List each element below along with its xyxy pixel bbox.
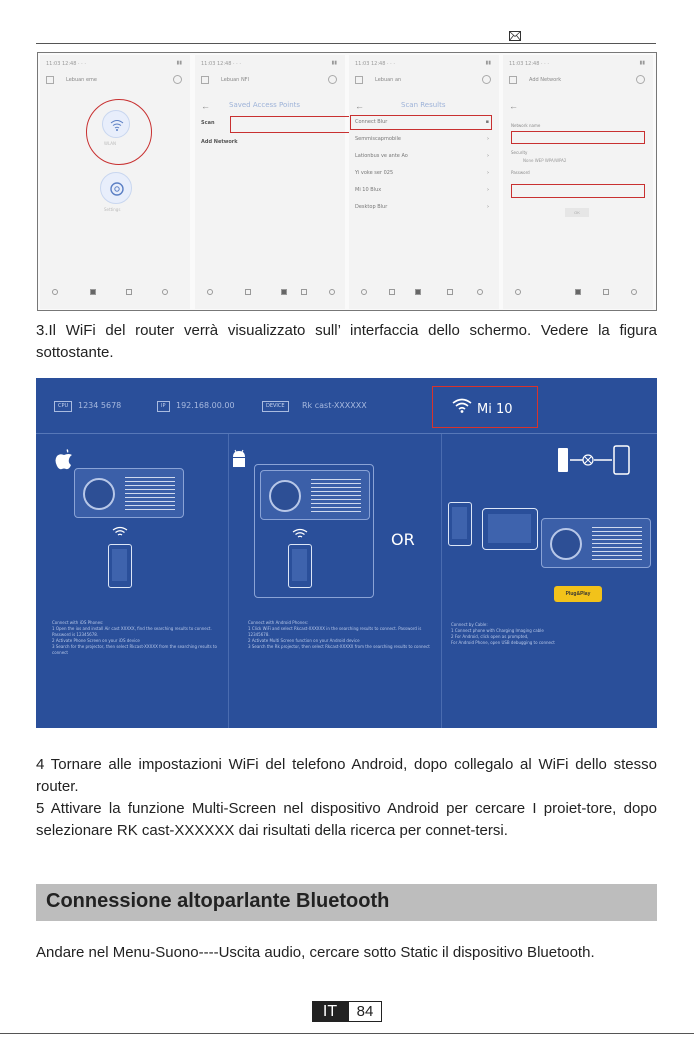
bottom-rule [0,1033,694,1034]
section-title: Connessione altoparlante Bluetooth [46,890,390,912]
value-device: Rk cast-XXXXXX [302,401,367,410]
signal-icon: ▮▮ [176,60,182,66]
app-bar [355,75,493,89]
or-label: OR [391,530,415,549]
list-item-scan[interactable]: Scan [201,120,215,126]
home-icon[interactable] [46,76,54,84]
settings-caption: Settings [104,207,121,212]
plug-and-play-badge: Plug&Play [554,586,602,602]
network-name-field[interactable] [511,131,645,144]
nav-bar [195,287,345,299]
nav-icon[interactable] [515,289,521,295]
top-rule [36,43,656,44]
settings-button[interactable] [100,172,132,204]
nav-icon[interactable] [447,289,453,295]
phone-add-network [503,55,653,309]
list-item[interactable]: Semmiscapmobile › [355,136,489,142]
apple-icon [54,448,74,472]
paragraph-step-4: 4 Tornare alle impostazioni WiFi del telefono Android, dopo collegalo al WiFi dello stesso router. [36,756,657,795]
nav-bar [40,287,190,299]
nav-icon[interactable] [477,289,483,295]
wifi-ssid: Mi 10 [477,402,513,417]
home-icon[interactable] [355,76,363,84]
phone-image [108,544,132,588]
divider [228,434,229,728]
back-arrow-icon[interactable]: ← [509,101,518,111]
projector-image [260,470,370,520]
status-bar: 11:03 12:48 · · · [509,61,549,67]
nav-icon[interactable] [245,289,251,295]
refresh-icon[interactable] [636,75,645,84]
back-arrow-icon[interactable]: ← [201,101,210,111]
projector-image [541,518,651,568]
nav-icon[interactable] [52,289,58,295]
nav-icon[interactable] [575,289,581,295]
status-bar: 11:03 12:48 · · · [201,61,241,67]
status-bar: 11:03 12:48 · · · [46,61,86,67]
android-icon [228,448,250,470]
signal-icon: ▮▮ [639,60,645,66]
caption-cable: Connect by Cable: 1 Connect phone with Charging Imaging cable 2 For Android, click open as prompted, For Android Phone, open USB debugging to connect [451,622,555,645]
nav-bar [503,287,653,299]
app-bar [509,75,647,89]
value-cpu: 1234 5678 [78,401,122,410]
signal-icon: ▮▮ [485,60,491,66]
list-item[interactable]: Mi 10 Blux › [355,187,489,193]
ok-button[interactable]: OK [565,208,589,217]
phone-saved-access-points [195,55,345,309]
refresh-icon[interactable] [173,75,182,84]
app-bar [201,75,339,89]
page-number-value: 84 [348,1001,382,1022]
divider [36,433,657,434]
app-bar-title: Lebuan eme [66,77,97,83]
nav-icon[interactable] [162,289,168,295]
nav-icon[interactable] [126,289,132,295]
wifi-icon [103,111,131,139]
wifi-caption: WLAN [104,141,117,146]
list-item[interactable]: Connect Blur ▪ [355,119,489,125]
gear-icon [101,173,133,205]
nav-icon[interactable] [301,289,307,295]
chip-ip: IP [157,401,170,412]
nav-icon[interactable] [90,289,96,295]
phone-image [448,502,472,546]
divider [441,434,442,728]
caption-ios: Connect with iOS Phones: 1 Open the ios and install Air cast XXXXX, find the searching results to connect. Password is 12345678. 2 Activate Phone Screen on your iOS device 3 Search for the projector, then select Rkcast-XXXXX from the searching results to connect [52,620,217,655]
section-title: Scan Results [401,101,446,109]
home-icon[interactable] [201,76,209,84]
list-item[interactable]: Yi voke ser 025 › [355,170,489,176]
phone-image [288,544,312,588]
wifi-settings-button[interactable] [102,110,130,138]
nav-icon[interactable] [361,289,367,295]
list-item[interactable]: Lationbus ve ante Ao › [355,153,489,159]
chip-cpu: CPU [54,401,72,412]
wifi-status-box [432,386,538,428]
refresh-icon[interactable] [482,75,491,84]
app-bar [46,75,184,89]
banner-header [36,378,657,433]
signal-icon: ▮▮ [331,60,337,66]
wifi-icon [451,397,473,415]
phone-screenshots [37,52,657,311]
mail-icon [509,28,521,46]
language-badge: IT [312,1001,348,1022]
projector-connection-screen [36,378,657,728]
password-field[interactable] [511,184,645,198]
nav-icon[interactable] [207,289,213,295]
back-arrow-icon[interactable]: ← [355,101,364,111]
phone-scan-results [349,55,499,309]
nav-icon[interactable] [281,289,287,295]
nav-icon[interactable] [329,289,335,295]
usb-cable-icon [554,444,640,476]
nav-icon[interactable] [631,289,637,295]
nav-bar [349,287,499,299]
security-label: Security [511,150,528,155]
highlight-box [350,115,492,130]
projector-image [74,468,184,518]
nav-icon[interactable] [415,289,421,295]
network-name-label: Network name [511,123,541,128]
caption-android: Connect with Android Phones: 1 Click WiFi and select Rkcast-XXXXXX in the searching results to connect. Password is 12345678. 2 Activate Multi Screen function on your Android device 3 Search the Rk projector, then select Rkcast-XXXXX from the searching results to connect [248,620,430,649]
home-icon[interactable] [509,76,517,84]
phone-home-screen [40,55,190,309]
wifi-icon [292,528,308,540]
refresh-icon[interactable] [328,75,337,84]
tablet-image [482,508,538,550]
wifi-icon [112,526,128,538]
security-options[interactable]: None WEP WPA/WPA2 [523,158,567,163]
value-ip: 192.168.00.00 [176,401,235,410]
password-label: Password [511,170,530,175]
list-item-add-network[interactable]: Add Network [201,139,238,145]
paragraph-step-5: 5 Attivare la funzione Multi-Screen nel dispositivo Android per cercare I proiet-tore, dopo selezionare RK cast-XXXXXX dai risultati della ricerca per connet-tersi. [36,800,657,839]
app-bar-title: Lebuan NFI [221,77,250,83]
list-item[interactable]: Desktop Blur › [355,204,489,210]
nav-icon[interactable] [389,289,395,295]
section-header [36,884,657,921]
chip-device: DEVICE [262,401,289,412]
paragraph-bluetooth: Andare nel Menu-Suono----Uscita audio, cercare sotto Static il dispositivo Bluetooth. [36,944,595,961]
nav-icon[interactable] [603,289,609,295]
status-bar: 11:03 12:48 · · · [355,61,395,67]
app-bar-title: Add Network [529,77,562,83]
app-bar-title: Lebuan an [375,77,402,83]
section-title: Saved Access Points [229,101,301,109]
paragraph-step-3: 3.Il WiFi del router verrà visualizzato sull’ interfaccia dello schermo. Vedere la figura sottostante. [36,322,657,361]
